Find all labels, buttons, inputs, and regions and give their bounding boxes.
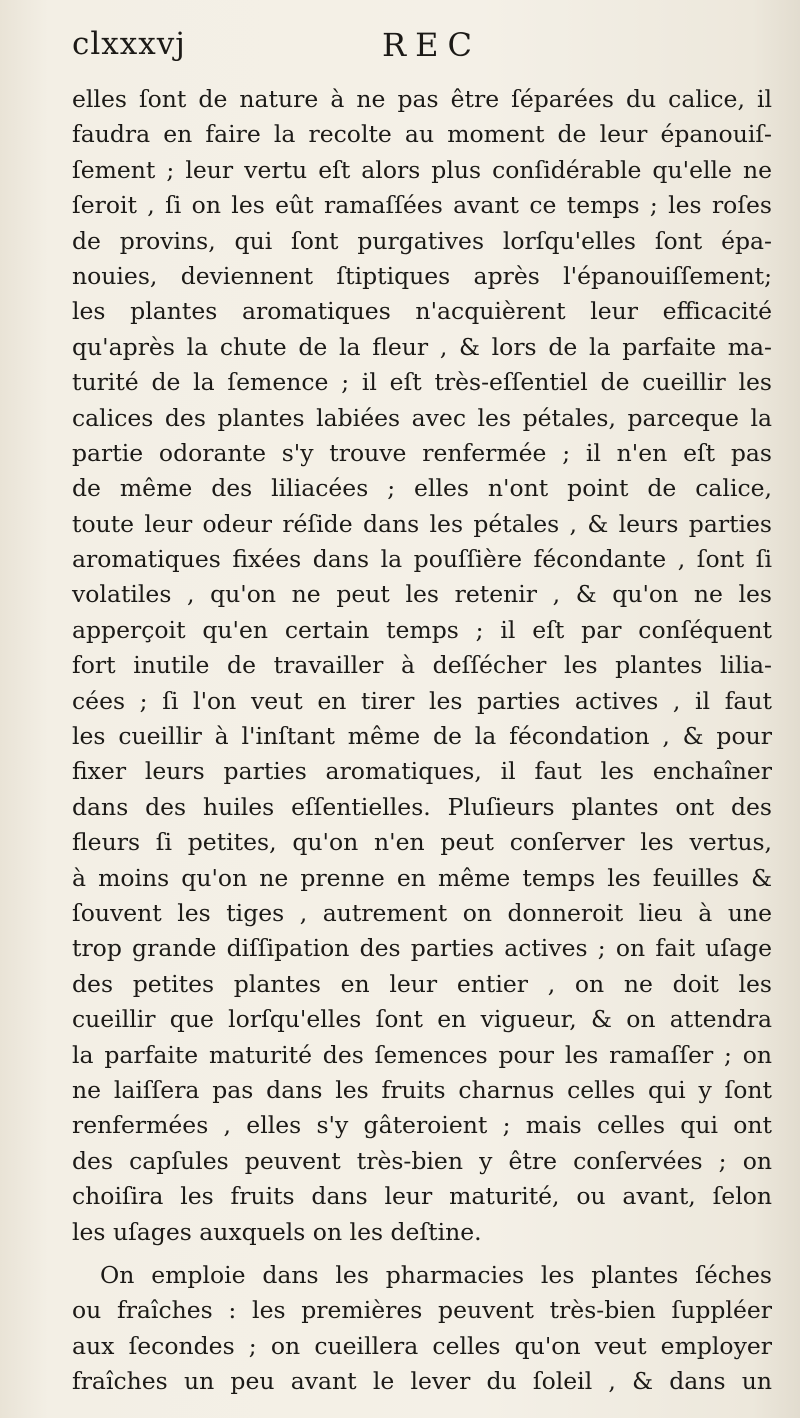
text-line: toute leur odeur réſide dans les pétales , & leurs parties — [72, 509, 772, 538]
text-line: fixer leurs parties aromatiques, il faut les enchaîner — [72, 757, 772, 786]
text-line: renfermées , elles s'y gâteroient ; mais celles qui ont — [72, 1111, 772, 1140]
text-line: faudra en faire la recolte au moment de leur épanouiſ- — [72, 120, 772, 149]
text-line: de même des liliacées ; elles n'ont point de calice, — [72, 474, 772, 503]
text-line: ne laiſſera pas dans les fruits charnus celles qui y ſont — [72, 1075, 772, 1104]
text-line: la parfaite maturité des ſemences pour les ramaſſer ; on — [72, 1040, 772, 1069]
text-line: ſeroit , ſi on les eût ramaſſées avant ce temps ; les roſes — [72, 191, 772, 220]
text-line: trop grande diſſipation des parties actives ; on fait uſage — [72, 934, 772, 963]
text-line: choiſira les fruits dans leur maturité, ou avant, ſelon — [72, 1182, 772, 1211]
body-text — [72, 82, 772, 1399]
text-line: turité de la ſemence ; il eſt très-eſſentiel de cueillir les — [72, 368, 772, 397]
text-line: On emploie dans les pharmacies les plantes ſéches — [100, 1260, 772, 1289]
text-line: cées ; ſi l'on veut en tirer les parties actives , il faut — [72, 686, 772, 715]
text-line: des capſules peuvent très-bien y être conſervées ; on — [72, 1146, 772, 1175]
text-line: cueillir que lorſqu'elles ſont en vigueur, & on attendra — [72, 1005, 772, 1034]
paragraph — [72, 1258, 772, 1400]
text-line: ſement ; leur vertu eſt alors plus conſidérable qu'elle ne — [72, 155, 772, 184]
text-line: dans des huiles eſſentielles. Pluſieurs plantes ont des — [72, 792, 772, 821]
page-header — [72, 26, 772, 76]
text-line: les cueillir à l'inſtant même de la fécondation , & pour — [72, 722, 772, 751]
text-line: fort inutile de travailler à deſſécher les plantes lilia- — [72, 651, 772, 680]
paragraph — [72, 82, 772, 1250]
text-line: calices des plantes labiées avec les pétales, parceque la — [72, 403, 772, 432]
text-line: les uſages auxquels on les deſtine. — [72, 1217, 482, 1246]
text-line: les plantes aromatiques n'acquièrent leur efficacité — [72, 297, 772, 326]
text-line: fraîches un peu avant le lever du ſoleil , & dans un — [72, 1367, 772, 1396]
text-line: apperçoit qu'en certain temps ; il eſt par conſéquent — [72, 615, 772, 644]
page-number: clxxxvj — [72, 26, 186, 62]
text-line: aux ſecondes ; on cueillera celles qu'on veut employer — [72, 1331, 772, 1360]
running-head: REC — [382, 26, 481, 64]
text-line: des petites plantes en leur entier , on ne doit les — [72, 969, 772, 998]
text-line: volatiles , qu'on ne peut les retenir , & qu'on ne les — [72, 580, 772, 609]
text-line: nouies, deviennent ſtiptiques après l'épanouiſſement; — [72, 261, 772, 290]
text-line: ſouvent les tiges , autrement on donneroit lieu à une — [72, 898, 772, 927]
text-line: partie odorante s'y trouve renfermée ; il n'en eſt pas — [72, 438, 772, 467]
text-line: à moins qu'on ne prenne en même temps les feuilles & — [72, 863, 772, 892]
text-line: ou fraîches : les premières peuvent très-bien ſuppléer — [72, 1296, 772, 1325]
text-line: fleurs ſi petites, qu'on n'en peut conſerver les vertus, — [72, 828, 772, 857]
text-line: qu'après la chute de la fleur , & lors de la parfaite ma- — [72, 332, 772, 361]
text-line: de provins, qui ſont purgatives lorſqu'elles ſont épa- — [72, 226, 772, 255]
text-line: elles ſont de nature à ne pas être ſéparées du calice, il — [72, 85, 772, 113]
text-line: aromatiques fixées dans la pouſſière fécondante , ſont ſi — [72, 545, 772, 574]
